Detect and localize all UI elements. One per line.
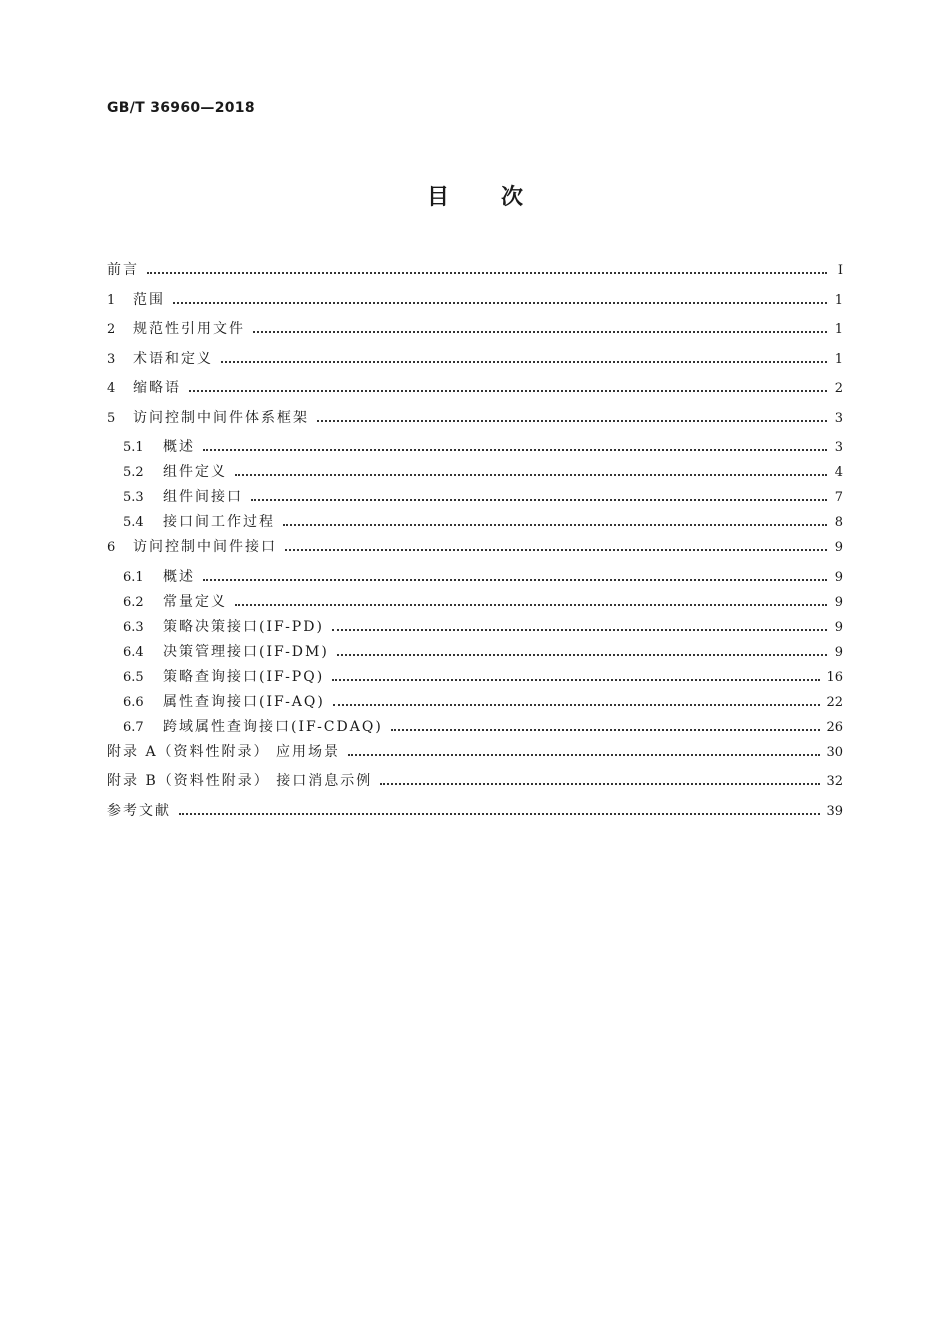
toc-entry-page: 22	[826, 694, 843, 710]
toc-entry-page: 3	[834, 410, 843, 426]
toc-entry-page: 1	[834, 292, 843, 308]
toc-entry-page: 2	[834, 381, 843, 396]
toc-entry-number: 2	[107, 322, 116, 337]
toc-entry-number: 6.2	[123, 594, 144, 610]
toc-entry[interactable]	[107, 800, 843, 830]
toc-entry-number: 6	[107, 540, 116, 555]
toc-entry-label: 访问控制中间件体系框架	[133, 409, 309, 426]
toc-entry[interactable]	[107, 511, 843, 536]
toc-entry-label: 策略决策接口(IF-PD)	[163, 618, 324, 635]
toc-entry-label: 决策管理接口(IF-DM)	[163, 643, 329, 660]
toc-entry[interactable]	[107, 666, 843, 691]
toc-entry-label: 接口间工作过程	[163, 514, 275, 530]
toc-entry-number: 1	[107, 292, 116, 308]
toc-entry-page: 9	[834, 644, 843, 660]
dot-leader	[235, 473, 827, 476]
toc-title-left: 目	[426, 185, 449, 210]
toc-entry-number: 6.3	[123, 619, 144, 635]
toc-entry-label: 规范性引用文件	[133, 321, 245, 337]
toc-entry-page: 1	[834, 351, 843, 367]
dot-leader	[337, 653, 827, 656]
dot-leader	[332, 678, 820, 681]
toc-entry-page: 30	[826, 744, 843, 760]
toc-entry-page: 4	[834, 465, 843, 480]
toc-entry-label: 组件定义	[163, 464, 227, 480]
dot-leader	[147, 271, 827, 274]
toc-entry[interactable]	[107, 741, 843, 771]
toc-entry-label: 缩略语	[133, 380, 181, 396]
toc-entry[interactable]	[107, 616, 843, 641]
toc-entry[interactable]	[107, 641, 843, 666]
toc-title	[0, 180, 950, 211]
toc-entry-number: 5.1	[123, 440, 144, 455]
toc-entry[interactable]	[107, 348, 843, 378]
toc-entry-page: Ⅰ	[837, 263, 843, 278]
toc-entry-page: 9	[834, 569, 843, 585]
toc-entry-label: 附录 B（资料性附录） 接口消息示例	[107, 773, 373, 789]
toc-entry-page: 39	[826, 803, 843, 819]
dot-leader	[221, 360, 827, 363]
toc-title-right: 次	[501, 185, 524, 210]
dot-leader	[253, 330, 827, 333]
toc-entry-number: 6.7	[123, 719, 144, 735]
toc-entry[interactable]	[107, 591, 843, 616]
dot-leader	[203, 578, 827, 581]
table-of-contents	[107, 259, 843, 829]
toc-entry-page: 26	[826, 719, 843, 735]
toc-entry[interactable]	[107, 536, 843, 566]
dot-leader	[380, 782, 820, 785]
toc-entry-label: 前言	[107, 262, 139, 278]
toc-entry[interactable]	[107, 566, 843, 591]
toc-entry-number: 5.2	[123, 465, 144, 480]
dot-leader	[283, 523, 827, 526]
toc-entry[interactable]	[107, 407, 843, 437]
dot-leader	[189, 389, 827, 392]
toc-entry[interactable]	[107, 770, 843, 800]
toc-entry-number: 6.4	[123, 644, 144, 660]
toc-entry-number: 6.6	[123, 694, 144, 710]
toc-entry-number: 3	[107, 351, 116, 367]
toc-entry-number: 6.1	[123, 569, 144, 585]
toc-entry-label: 概述	[163, 568, 195, 585]
toc-entry-page: 1	[834, 322, 843, 337]
dot-leader	[235, 603, 827, 606]
toc-entry[interactable]	[107, 461, 843, 486]
toc-entry[interactable]	[107, 486, 843, 511]
toc-entry-label: 跨域属性查询接口(IF-CDAQ)	[163, 718, 383, 735]
toc-entry-label: 访问控制中间件接口	[133, 539, 277, 555]
toc-entry-label: 策略查询接口(IF-PQ)	[163, 668, 325, 685]
dot-leader	[333, 703, 821, 706]
toc-entry-number: 5.4	[123, 515, 144, 530]
toc-entry-number: 5	[107, 410, 116, 426]
toc-entry-page: 9	[834, 540, 843, 555]
toc-entry[interactable]	[107, 436, 843, 461]
toc-entry-label: 范围	[133, 291, 165, 308]
toc-entry[interactable]	[107, 318, 843, 348]
toc-entry-page: 32	[826, 774, 843, 789]
dot-leader	[285, 548, 827, 551]
dot-leader	[179, 812, 820, 815]
dot-leader	[391, 728, 821, 731]
toc-entry-page: 16	[826, 669, 843, 685]
dot-leader	[332, 628, 827, 631]
dot-leader	[203, 448, 827, 451]
toc-entry-number: 6.5	[123, 669, 144, 685]
dot-leader	[317, 419, 827, 422]
toc-entry-label: 属性查询接口(IF-AQ)	[163, 693, 325, 710]
dot-leader	[348, 753, 820, 756]
toc-entry-number: 4	[107, 381, 116, 396]
toc-entry-label: 术语和定义	[133, 350, 213, 367]
toc-entry-page: 8	[834, 515, 843, 530]
toc-entry-label: 概述	[163, 439, 195, 455]
toc-entry[interactable]	[107, 289, 843, 319]
dot-leader	[173, 301, 827, 304]
toc-entry-label: 组件间接口	[163, 489, 243, 505]
toc-entry-number: 5.3	[123, 490, 144, 505]
toc-entry[interactable]	[107, 691, 843, 716]
toc-entry-label: 参考文献	[107, 802, 171, 819]
toc-entry-label: 常量定义	[163, 593, 227, 610]
toc-entry-page: 9	[834, 619, 843, 635]
document-code: GB/T 36960—2018	[107, 100, 255, 116]
toc-entry-page: 3	[834, 440, 843, 455]
toc-entry[interactable]	[107, 259, 843, 289]
toc-entry-label: 附录 A（资料性附录） 应用场景	[107, 743, 341, 760]
toc-entry-page: 9	[834, 594, 843, 610]
dot-leader	[251, 498, 827, 501]
toc-entry[interactable]	[107, 377, 843, 407]
toc-entry-page: 7	[834, 490, 843, 505]
toc-entry[interactable]	[107, 716, 843, 741]
